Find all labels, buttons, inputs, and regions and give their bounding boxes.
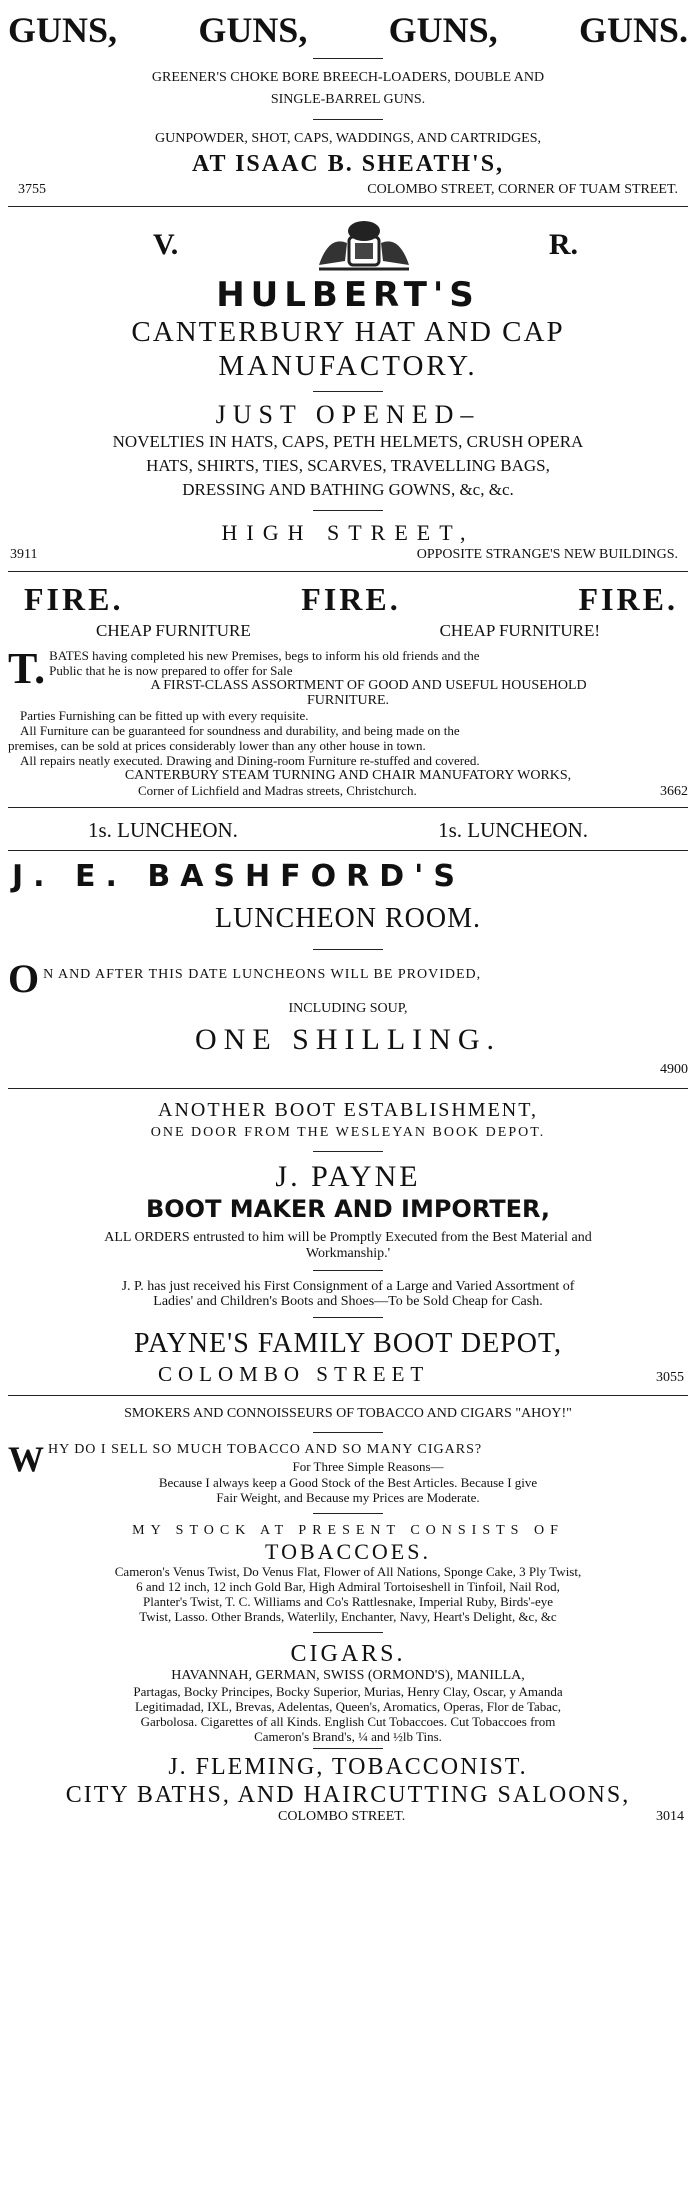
hulbert-address: OPPOSITE STRANGE'S NEW BUILDINGS. [416,547,678,562]
tobacco-list: Cameron's Venus Twist, Do Venus Flat, Flower of All Nations, Sponge Cake, 3 Ply Twist, [114,1564,582,1579]
cigar-list: Partagas, Bocky Principes, Bocky Superior, Murias, Henry Clay, Oscar, y Amanda [133,1684,563,1699]
payne-street: COLOMBO STREET [158,1362,430,1386]
v-letter: V. [153,228,179,261]
guns-line: SINGLE-BARREL GUNS. [270,92,426,107]
luncheon-price-tag: 1s. LUNCHEON. [88,818,238,842]
guns-headline-word: GUNS, [388,10,498,50]
divider [313,1632,383,1633]
luncheon-title: LUNCHEON ROOM. [215,903,481,934]
cigar-list: Cameron's Brand's, ¼ and ½lb Tins. [254,1729,442,1744]
reasons-line: For Three Simple Reasons— [292,1459,444,1474]
tobacco-list: Twist, Lasso. Other Brands, Waterlily, Enchanter, Navy, Heart's Delight, &c, &c [139,1609,557,1624]
section-rule [8,571,688,572]
why-line: HY DO I SELL SO MUCH TOBACCO AND SO MANY CIGARS? [48,1442,483,1457]
fire-text: All Furniture can be guaranteed for soundness and durability, and being made on the [20,723,460,738]
bashford-name: J. E. BASHFORD'S [12,859,465,894]
fire-assortment: A FIRST-CLASS ASSORTMENT OF GOOD AND USEFUL HOUSEHOLD [150,678,587,693]
fire-intro: Public that he is now prepared to offer for Sale [49,663,293,678]
guns-headline [8,10,688,50]
payne-depot: PAYNE'S FAMILY BOOT DEPOT, [133,1328,563,1359]
payne-orders: ALL ORDERS entrusted to him will be Promptly Executed from the Best Material and [104,1230,592,1245]
cheap-furniture: CHEAP FURNITURE! [439,621,600,640]
fire-assortment: FURNITURE. [306,693,390,708]
payne-boot-advertisement [8,1095,688,1389]
divider [313,1432,383,1433]
tobacco-list: Planter's Twist, T. C. Williams and Co's Rattlesnake, Imperial Ruby, Birds'-eye [143,1594,553,1609]
cheap-furniture: CHEAP FURNITURE [96,621,251,640]
fire-body [8,644,688,799]
fleming-name: J. FLEMING, TOBACCONIST. [168,1754,528,1780]
guns-dealer-name: AT ISAAC B. SHEATH'S, [191,151,505,177]
another-boot: ANOTHER BOOT ESTABLISHMENT, [158,1099,538,1121]
guns-headline-word: GUNS, [8,10,118,50]
cigar-origins: HAVANNAH, GERMAN, SWISS (ORMOND'S), MANILLA, [171,1668,525,1683]
fire-text: Parties Furnishing can be fitted up with every requisite. [20,708,309,723]
royal-arms-row [8,215,688,275]
ad-reference-number: 3055 [656,1370,684,1385]
drop-cap: T. [8,644,46,693]
tobaccoes-heading: TOBACCOES. [265,1539,431,1564]
divider [313,58,383,59]
fire-word: FIRE. [301,581,401,617]
fire-text: premises, can be sold at prices considerably lower than any other house in town. [8,738,426,753]
hulbert-street: HIGH STREET, [221,520,475,545]
divider [313,1270,383,1271]
payne-orders: Workmanship.' [305,1246,391,1261]
because-line: Fair Weight, and Because my Prices are Moderate. [216,1490,480,1505]
payne-consignment: J. P. has just received his First Consignment of a Large and Varied Assortment of [121,1279,575,1294]
ad-reference-number: 3755 [18,182,46,197]
cigar-list: Legitimadad, IXL, Brevas, Adelentas, Queen's, Aromatics, Operas, Flor de Tabac, [134,1699,562,1714]
payne-footer [8,1362,688,1387]
divider [313,949,383,950]
r-letter: R. [548,228,578,261]
luncheon-line: N AND AFTER THIS DATE LUNCHEONS WILL BE PROVIDED, [43,967,482,982]
tobacco-advertisement [8,1402,688,1827]
fire-works: CANTERBURY STEAM TURNING AND CHAIR MANUFATORY WORKS, [124,768,572,783]
divider [313,510,383,511]
guns-line: GUNPOWDER, SHOT, CAPS, WADDINGS, AND CARTRIDGES, [154,131,541,146]
smokers-line: SMOKERS AND CONNOISSEURS OF TOBACCO AND CIGARS "AHOY!" [124,1406,572,1421]
ad-reference-number: 3662 [660,784,688,799]
wesleyan-door: ONE DOOR FROM THE WESLEYAN BOOK DEPOT. [150,1125,546,1140]
divider [313,391,383,392]
divider [313,1513,383,1514]
section-rule [8,1395,688,1396]
tobacco-list: 6 and 12 inch, 12 inch Gold Bar, High Admiral Tortoiseshell in Tinfoil, Nail Rod, [136,1579,560,1594]
luncheon-price: ONE SHILLING. [195,1023,501,1056]
ad-reference-number: 3911 [10,547,38,562]
divider [313,1748,383,1749]
tobacco-footer [8,1809,688,1825]
hulbert-items: HATS, SHIRTS, TIES, SCARVES, TRAVELLING BAGS, [146,456,550,475]
cigar-list: Garbolosa. Cigarettes of all Kinds. English Cut Tobaccoes. Cut Tobaccoes from [140,1714,556,1729]
hulbert-title: MANUFACTORY. [218,350,478,382]
hulbert-items: DRESSING AND BATHING GOWNS, &c, &c. [182,480,514,499]
royal-coat-of-arms-icon [299,217,429,273]
tobacco-why [8,1441,688,1505]
drop-cap: W [8,1439,44,1479]
drop-cap: O [8,956,40,1001]
fire-corner: Corner of Lichfield and Madras streets, Christchurch. [138,783,417,798]
fire-furniture-advertisement [8,578,688,801]
section-rule [8,206,688,207]
cheap-furniture-row [8,618,688,644]
hulbert-footer [8,547,688,563]
payne-name: J. PAYNE [275,1160,421,1193]
hulbert-title: CANTERBURY HAT AND CAP [131,316,565,348]
tobacco-street: COLOMBO STREET. [278,1809,406,1824]
cigars-heading: CIGARS. [290,1641,406,1667]
guns-address: COLOMBO STREET, CORNER OF TUAM STREET. [367,182,678,197]
guns-line: GREENER'S CHOKE BORE BREECH-LOADERS, DOUBLE AND [151,70,545,85]
because-line: Because I always keep a Good Stock of the Best Articles. Because I give [158,1475,538,1490]
just-opened: JUST OPENED– [215,400,481,429]
fire-text: All repairs neatly executed. Drawing and Dining-room Furniture re-stuffed and covered. [20,753,480,768]
stock-line: MY STOCK AT PRESENT CONSISTS OF [132,1523,564,1538]
divider [313,1151,383,1152]
section-rule [8,850,688,851]
luncheon-top [8,816,688,844]
luncheon-price-tag: 1s. LUNCHEON. [438,818,588,842]
fire-word: FIRE. [24,581,124,617]
guns-headline-word: GUNS, [198,10,308,50]
guns-headline-word: GUNS. [578,10,688,50]
divider [313,119,383,120]
luncheon-body [8,958,688,1080]
hulbert-items: NOVELTIES IN HATS, CAPS, PETH HELMETS, CRUSH OPERA [112,432,584,451]
hulbert-name: HULBERT'S [216,275,480,315]
luncheon-advertisement [8,814,688,1082]
city-baths: CITY BATHS, AND HAIRCUTTING SALOONS, [65,1782,631,1808]
section-rule [8,1088,688,1089]
section-rule [8,807,688,808]
ad-reference-number: 4900 [660,1062,688,1077]
payne-consignment: Ladies' and Children's Boots and Shoes—To be Sold Cheap for Cash. [153,1294,543,1309]
guns-footer [8,182,688,198]
fire-headline [8,580,688,618]
hulbert-advertisement [8,213,688,565]
guns-advertisement [8,8,688,200]
fire-word: FIRE. [578,581,678,617]
fire-footer [8,783,688,799]
payne-trade: BOOT MAKER AND IMPORTER, [145,1195,551,1223]
ad-reference-number: 3014 [656,1809,684,1824]
fire-intro: BATES having completed his new Premises, begs to inform his old friends and the [49,648,480,663]
divider [313,1317,383,1318]
luncheon-line: INCLUDING SOUP, [288,1001,408,1016]
